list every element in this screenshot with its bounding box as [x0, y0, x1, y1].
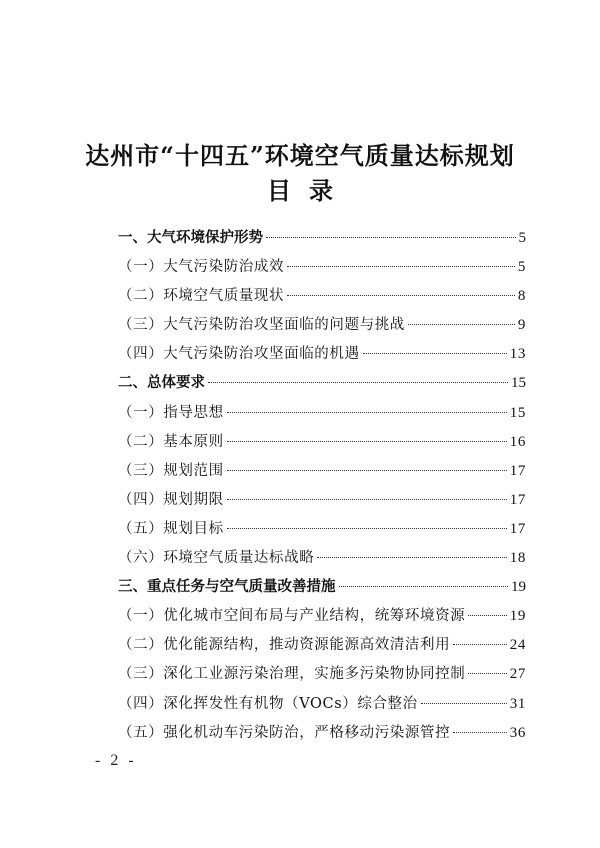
toc-leader-dots: [227, 441, 507, 442]
toc-entry-page: 36: [509, 724, 526, 741]
toc-entry-page: 5: [517, 259, 526, 276]
toc-subsection-entry[interactable]: [118, 284, 526, 313]
toc-entry-page: 27: [509, 666, 526, 683]
toc-leader-dots: [227, 528, 507, 529]
toc-entry-label: （二）基本原则: [118, 433, 224, 450]
toc-subsection-entry[interactable]: [118, 255, 526, 284]
toc-leader-dots: [208, 382, 508, 383]
toc-leader-dots: [317, 557, 506, 558]
toc-entry-page: 13: [509, 346, 526, 363]
toc-entry-label: 一、大气环境保护形势: [118, 230, 263, 246]
toc-leader-dots: [408, 324, 515, 325]
toc-entry-page: 31: [509, 695, 526, 712]
toc-entry-page: 15: [509, 404, 526, 421]
table-of-contents: [118, 226, 526, 750]
toc-entry-page: 8: [517, 288, 526, 305]
toc-subsection-entry[interactable]: [118, 401, 526, 430]
toc-subsection-entry[interactable]: [118, 633, 526, 662]
toc-entry-page: 9: [517, 317, 526, 334]
toc-subsection-entry[interactable]: [118, 430, 526, 459]
toc-subsection-entry[interactable]: [118, 546, 526, 575]
toc-leader-dots: [287, 266, 515, 267]
toc-entry-label: （二）环境空气质量现状: [118, 288, 285, 305]
toc-entry-page: 17: [509, 462, 526, 479]
toc-entry-label: （三）深化工业源污染治理，实施多污染物协同控制: [118, 666, 466, 683]
toc-entry-page: 24: [509, 637, 526, 654]
toc-subsection-entry[interactable]: [118, 721, 526, 750]
toc-section-entry[interactable]: [118, 371, 526, 400]
toc-subsection-entry[interactable]: [118, 488, 526, 517]
toc-entry-page: 15: [511, 375, 526, 392]
toc-entry-page: 18: [509, 550, 526, 567]
toc-leader-dots: [453, 644, 507, 645]
toc-leader-dots: [287, 295, 515, 296]
toc-subsection-entry[interactable]: [118, 517, 526, 546]
toc-entry-label: 二、总体要求: [118, 375, 205, 392]
toc-entry-label: （一）优化城市空间布局与产业结构，统筹环境资源: [118, 608, 466, 625]
toc-entry-label: （五）规划目标: [118, 520, 224, 537]
toc-entry-page: 16: [509, 433, 526, 450]
toc-leader-dots: [363, 353, 507, 354]
toc-subsection-entry[interactable]: [118, 459, 526, 488]
toc-subsection-entry[interactable]: [118, 692, 526, 721]
toc-entry-label: （四）大气污染防治攻坚面临的机遇: [118, 346, 360, 363]
toc-subsection-entry[interactable]: [118, 342, 526, 371]
toc-leader-dots: [468, 615, 506, 616]
toc-entry-label: （四）深化挥发性有机物（VOCs）综合整治: [118, 695, 418, 712]
toc-entry-label: （一）指导思想: [118, 404, 224, 421]
toc-section-entry[interactable]: [118, 575, 526, 604]
toc-leader-dots: [421, 703, 507, 704]
toc-entry-page: 19: [509, 608, 526, 625]
toc-leader-dots: [227, 412, 507, 413]
toc-heading: 目录: [267, 176, 351, 205]
toc-entry-page: 17: [509, 491, 526, 508]
toc-entry-label: （三）大气污染防治攻坚面临的问题与挑战: [118, 317, 405, 334]
toc-entry-label: （五）强化机动车污染防治，严格移动污染源管控: [118, 724, 451, 741]
toc-section-entry[interactable]: [118, 226, 526, 255]
toc-entry-label: （一）大气污染防治成效: [118, 259, 285, 276]
toc-subsection-entry[interactable]: [118, 662, 526, 691]
toc-subsection-entry[interactable]: [118, 604, 526, 633]
toc-entry-page: 17: [509, 520, 526, 537]
toc-leader-dots: [468, 673, 506, 674]
toc-leader-dots: [227, 470, 507, 471]
toc-leader-dots: [266, 237, 516, 238]
toc-entry-page: 5: [518, 230, 526, 246]
toc-subsection-entry[interactable]: [118, 313, 526, 342]
page-number: - 2 -: [95, 752, 137, 769]
toc-entry-label: （四）规划期限: [118, 491, 224, 508]
toc-entry-label: 三、重点任务与空气质量改善措施: [118, 579, 336, 596]
toc-entry-label: （三）规划范围: [118, 462, 224, 479]
toc-entry-page: 19: [511, 579, 526, 596]
toc-leader-dots: [339, 586, 509, 587]
toc-leader-dots: [227, 499, 507, 500]
toc-entry-label: （六）环境空气质量达标战略: [118, 550, 315, 567]
toc-leader-dots: [453, 732, 507, 733]
toc-entry-label: （二）优化能源结构，推动资源能源高效清洁利用: [118, 637, 451, 654]
document-title: 达州市“十四五”环境空气质量达标规划: [85, 141, 515, 170]
